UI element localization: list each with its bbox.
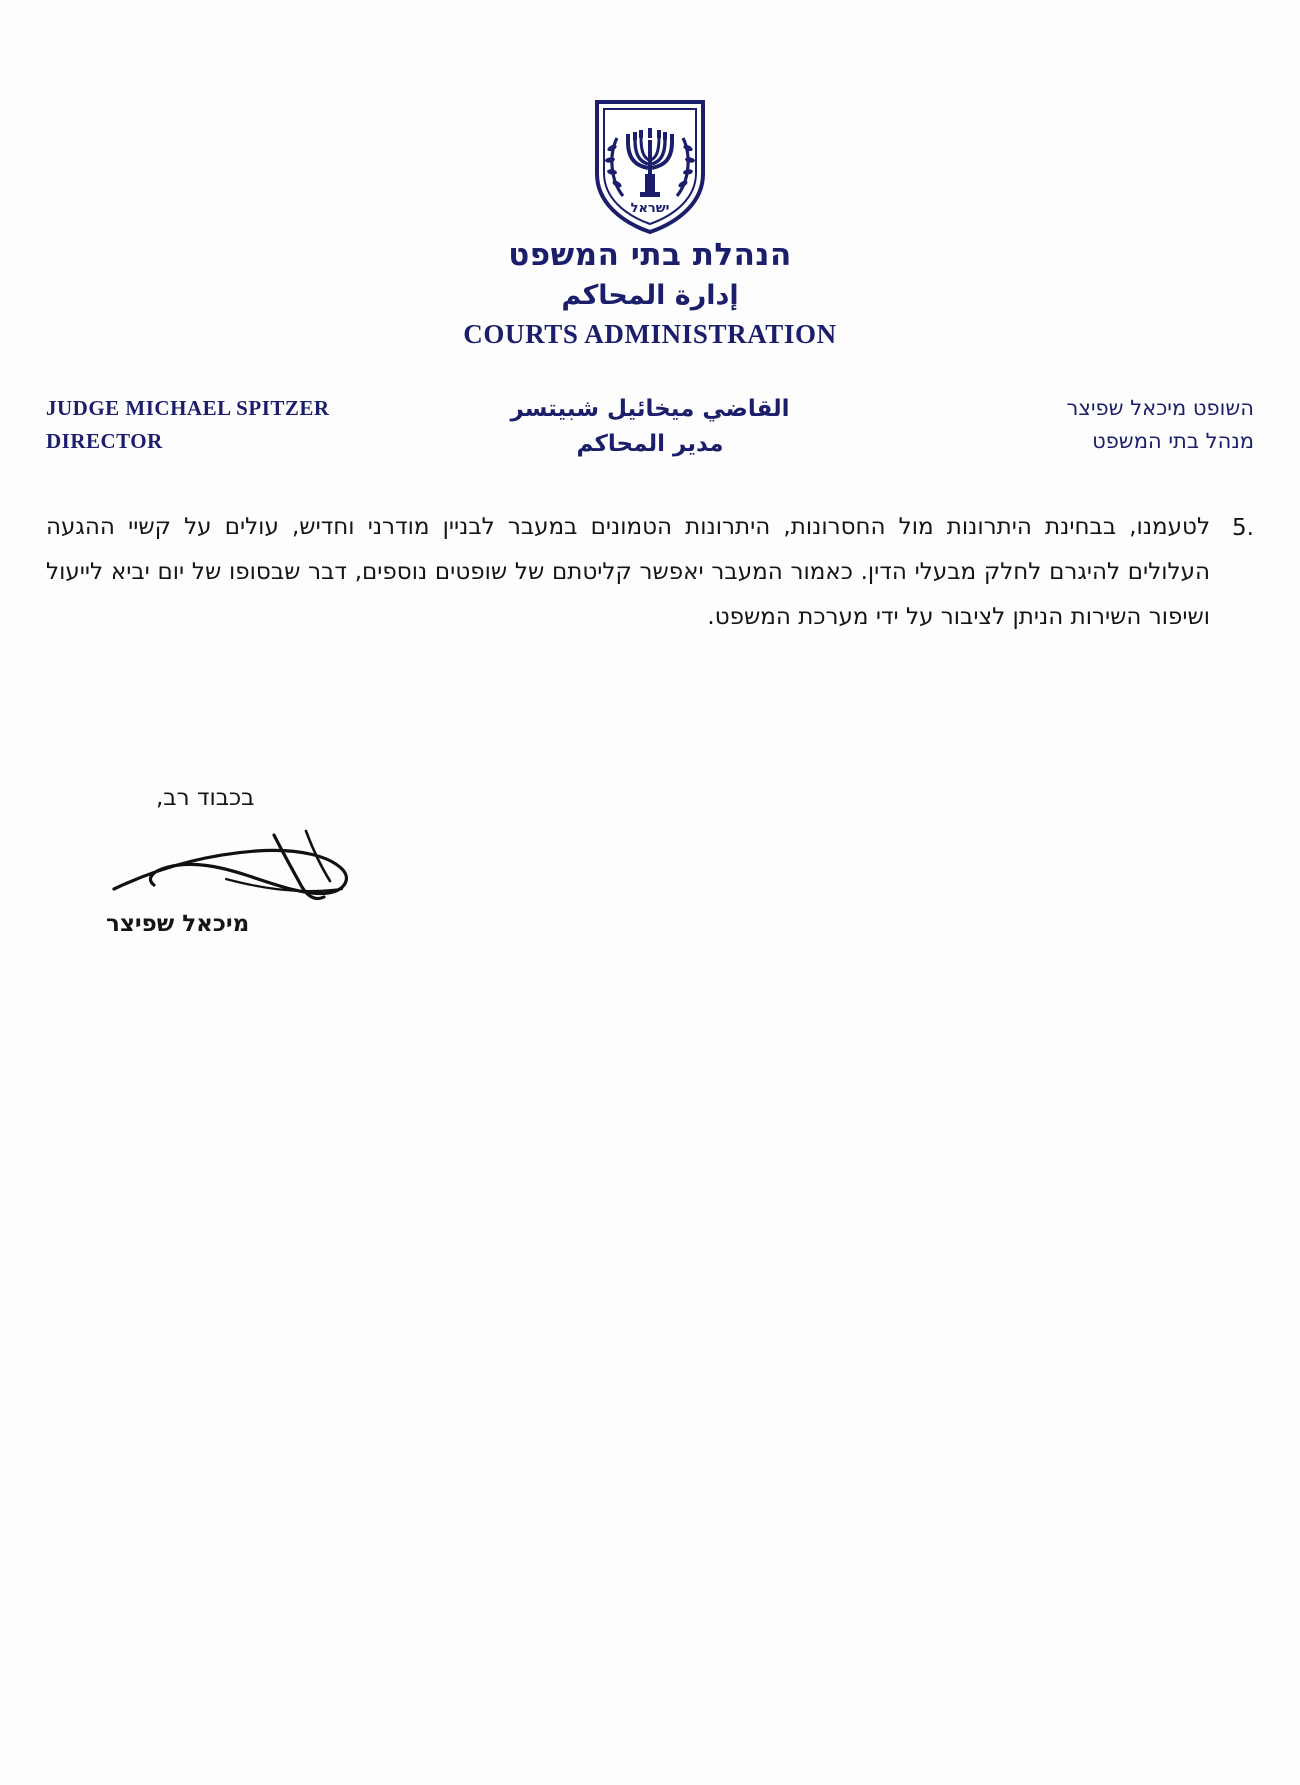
signature-scribble-icon xyxy=(106,817,406,917)
signatory-arabic xyxy=(510,392,789,461)
paragraph-5 xyxy=(46,505,1254,640)
paragraph-text: לטעמנו, בבחינת היתרונות מול החסרונות, היתרונות הטמונים במעבר לבניין מודרני וחדיש, עולים על קשיי ההגעה העלולים להיגרם לחלק מבעלי הדין. כאמור המעבר יאפשר קליטתם של שופטים נוספים, דבר שבסופו של יום יביא לייעול ושיפור השירות הניתן לציבור על ידי מערכת המשפט. xyxy=(46,514,1211,630)
signatory-header xyxy=(46,392,1254,474)
signer-name: מיכאל שפיצר xyxy=(106,911,250,937)
paragraph-number: 5. xyxy=(1232,515,1254,541)
letterhead-english: COURTS ADMINISTRATION xyxy=(463,318,837,349)
signatory-hebrew-name: השופט מיכאל שפיצר xyxy=(1066,396,1254,420)
document-body xyxy=(46,505,1254,640)
emblem-container xyxy=(0,96,1300,236)
letterhead-arabic: إدارة المحاكم xyxy=(561,279,739,311)
signatory-english xyxy=(46,392,330,457)
letterhead xyxy=(0,238,1300,350)
signatory-english-title: DIRECTOR xyxy=(46,428,163,453)
signatory-english-name: JUDGE MICHAEL SPITZER xyxy=(46,396,330,420)
state-of-israel-emblem xyxy=(587,96,713,236)
signatory-arabic-title: مدير المحاكم xyxy=(576,430,724,457)
closing-salutation: בכבוד רב, xyxy=(156,785,255,811)
signatory-arabic-name: القاضي ميخائيل شبيتسر xyxy=(510,396,790,422)
signatory-hebrew xyxy=(1067,392,1254,457)
letterhead-hebrew: הנהלת בתי המשפט xyxy=(508,237,792,273)
closing-block xyxy=(86,785,406,937)
signatory-hebrew-title: מנהל בתי המשפט xyxy=(1092,428,1254,453)
svg-text:ישראל: ישראל xyxy=(630,201,670,216)
